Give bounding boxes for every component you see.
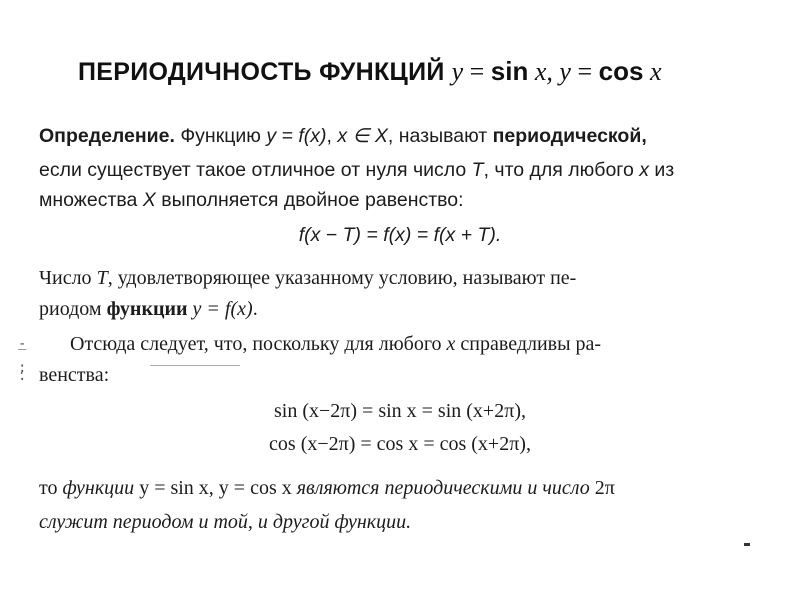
faint-rule (150, 365, 240, 366)
definition-line-3: множества X выполняется двойное равенство: (39, 189, 464, 211)
sin-identity: sin (x−2π) = sin x = sin (x+2π), (274, 400, 526, 422)
definition-formula: f(x − T) = f(x) = f(x + T). (298, 224, 502, 246)
cos-identity: cos (x−2π) = cos x = cos (x+2π), (269, 433, 531, 455)
title-heading: ПЕРИОДИЧНОСТЬ ФУНКЦИЙ (78, 58, 445, 86)
print-speck (744, 543, 750, 546)
definition-label: Определение. (39, 125, 175, 147)
conclusion-line-1: то функции y = sin x, y = cos x являются периодическими и число 2π (39, 477, 615, 499)
definition-line-1: Определение. Функцию y = f(x), x ∈ X, называют периодической, (39, 125, 647, 147)
period-line-1: Число T, удовлетворяющее указанному условию, называют пе- (39, 267, 577, 289)
consequence-line-2: венства: (39, 364, 110, 386)
conclusion-line-2: служит периодом и той, и другой функции. (39, 511, 412, 533)
title-formula: y = sin x, y = cos x (451, 56, 662, 86)
page-title (78, 52, 662, 90)
consequence-line-1: Отсюда следует, что, поскольку для любого x справедливы ра- (70, 333, 602, 355)
margin-marks: - ‾ ; · (18, 336, 27, 388)
definition-line-2: если существует такое отличное от нуля число T, что для любого x из (39, 159, 675, 181)
definition-term: периодической, (492, 125, 647, 147)
period-line-2: риодом функции y = f(x). (39, 298, 258, 320)
